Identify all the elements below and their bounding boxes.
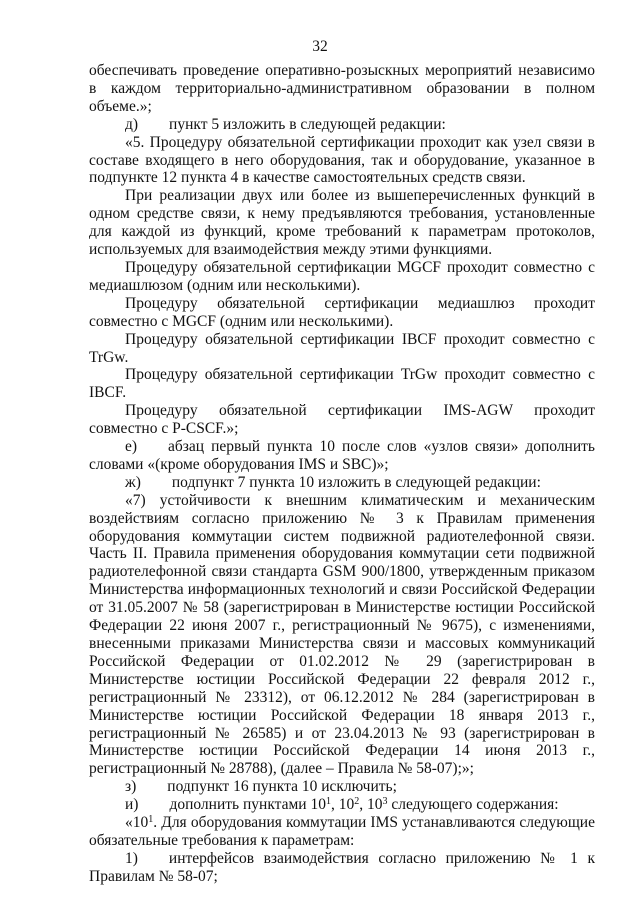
- paragraph: обеспечивать проведение оперативно-розыскных мероприятий независимо в каждом территориально-административном образовании в полном объеме.»;: [89, 62, 595, 115]
- paragraph: е) абзац первый пункта 10 после слов «узлов связи» дополнить словами «(кроме оборудования IMS и SBC)»;: [89, 438, 595, 473]
- superscript: 1: [325, 796, 331, 808]
- paragraph: Процедуру обязательной сертификации TrGw проходит совместно с IBCF.: [89, 366, 595, 402]
- superscript: 3: [382, 796, 388, 808]
- paragraph-text: «10: [125, 814, 149, 832]
- superscript: 2: [354, 796, 360, 808]
- paragraph: «7) устойчивости к внешним климатическим и механическим воздействиям согласно приложению № 3 к Правилам применения оборудования коммутации систем подвижной радиотелефонной связи. Часть II. Правила применения оборудования коммутации сети подвижной радиотелефонной связи стандарта GSM 900/1800, утвержденным приказом Министерства информационных технологий и связи Российской Федерации от 31.05.2007 № 58 (зарегистрирован в Министерстве юстиции Российской Федерации 22 июня 2007 г., регистрационный № 9675), с изменениями, внесенными приказами Министерства связи и массовых коммуникаций Российской Федерации от 01.02.2012 № 29 (зарегистрирован в Министерстве юстиции Российской Федерации 22 февраля 2012 г., регистрационный № 23312), от 06.12.2012 № 284 (зарегистрирован в Министерстве юстиции Российской Федерации 18 января 2013 г., регистрационный № 26585) и от 23.04.2013 № 93 (зарегистрирован в Министерстве юстиции Российской Федерации 14 июня 2013 г., регистрационный № 28788), (далее – Правила № 58-07);»;: [89, 491, 595, 778]
- paragraph: Процедуру обязательной сертификации MGCF проходит совместно с медиашлюзом (одним или несколькими).: [89, 258, 595, 294]
- paragraph: з) подпункт 16 пункта 10 исключить;: [125, 778, 397, 796]
- paragraph: «5. Процедуру обязательной сертификации проходит как узел связи в составе входящего в него оборудования, так и оборудование, указанное в подпункте 12 пункта 4 в качестве самостоятельных средств связи.: [89, 133, 595, 187]
- paragraph: Процедуру обязательной сертификации IMS-AGW проходит совместно с P-CSCF.»;: [89, 402, 595, 438]
- paragraph: При реализации двух или более из вышеперечисленных функций в одном средстве связи, к нему предъявляются требования, установленные для каждой из функций, кроме требований к параметрам протоколов, используемых для взаимодействия между этими функциями.: [89, 187, 595, 259]
- document-body: [89, 62, 595, 886]
- paragraph-text: . Для оборудования коммутации IMS устанавливаются следующие обязательные требования к параметрам:: [89, 814, 595, 849]
- paragraph: [89, 814, 595, 850]
- paragraph-text: и) дополнить пунктами 10: [125, 796, 326, 814]
- paragraph: д) пункт 5 изложить в следующей редакции:: [125, 115, 446, 133]
- paragraph: ж) подпункт 7 пункта 10 изложить в следующей редакции:: [125, 473, 541, 491]
- paragraph-text: , 10: [330, 796, 355, 814]
- page-number: 32: [312, 38, 328, 55]
- paragraph: [89, 796, 595, 814]
- paragraph-text: следующего содержания:: [387, 796, 559, 814]
- superscript: 1: [148, 814, 154, 826]
- paragraph: 1) интерфейсов взаимодействия согласно приложению № 1 к Правилам № 58-07;: [89, 849, 595, 885]
- paragraph: Процедуру обязательной сертификации IBCF проходит совместно с TrGw.: [89, 330, 595, 366]
- paragraph-text: , 10: [359, 796, 383, 814]
- paragraph: Процедуру обязательной сертификации медиашлюз проходит совместно с MGCF (одним или несколькими).: [89, 294, 595, 330]
